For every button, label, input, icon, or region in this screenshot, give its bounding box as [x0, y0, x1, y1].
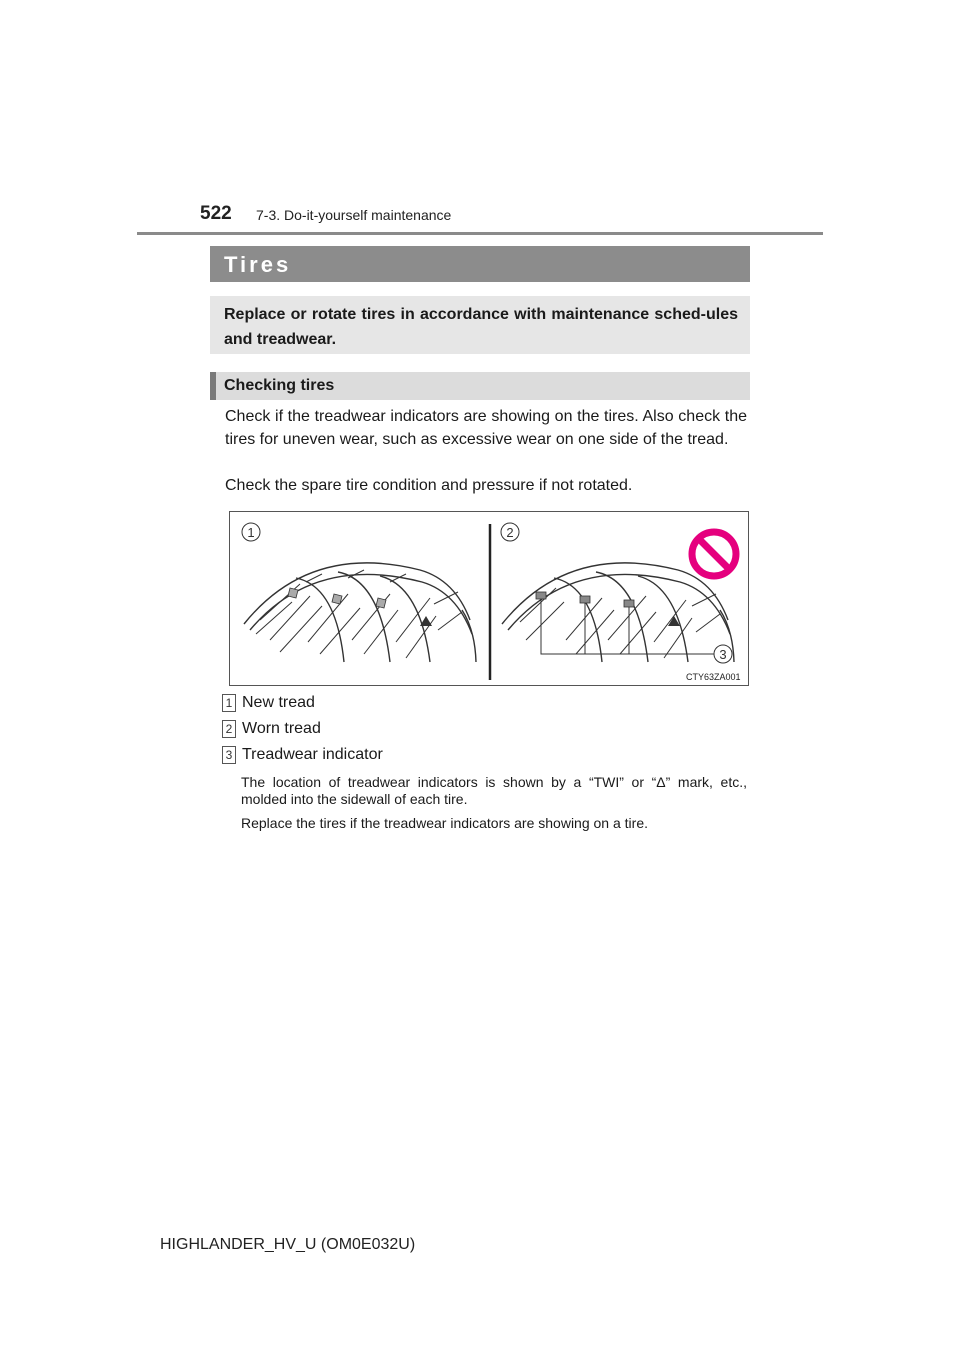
legend-number: 3 [222, 746, 236, 764]
body-paragraph-2: Check the spare tire condition and pressure if not rotated. [225, 477, 633, 494]
note-paragraph-1: The location of treadwear indicators is shown by a “TWI” or “Δ” mark, etc., molded into the sidewall of each tire. [241, 774, 747, 807]
callout-3-label: 3 [719, 647, 727, 662]
legend-label: Worn tread [242, 720, 321, 737]
intro-box [210, 296, 750, 354]
legend-number: 1 [222, 694, 236, 712]
tire-tread-illustration [229, 511, 749, 686]
prohibition-icon [692, 532, 736, 576]
section-title-band [210, 246, 750, 282]
section-breadcrumb: 7-3. Do-it-yourself maintenance [256, 207, 452, 223]
callout-3 [714, 645, 732, 663]
tire-tread-drawing [230, 512, 748, 685]
subsection-marker [210, 372, 216, 400]
section-title: Tires [224, 252, 292, 277]
legend-number: 2 [222, 720, 236, 738]
note-paragraph-2: Replace the tires if the treadwear indicators are showing on a tire. [241, 815, 648, 831]
new-tread-tire [244, 563, 476, 662]
subsection-header [210, 372, 750, 400]
legend-label: New tread [242, 694, 315, 711]
callout-2 [501, 523, 519, 541]
intro-text: Replace or rotate tires in accordance with maintenance sched-ules and treadwear. [224, 306, 738, 348]
body-paragraph-1: Check if the treadwear indicators are showing on the tires. Also check the tires for uneven wear, such as excessive wear on one side of the tread. [225, 408, 747, 448]
header-divider [137, 232, 823, 235]
figure-code: CTY63ZA001 [686, 672, 741, 682]
callout-1-label: 1 [247, 525, 255, 540]
subsection-title: Checking tires [224, 377, 335, 394]
page-number: 522 [200, 203, 232, 224]
footer-model-code: HIGHLANDER_HV_U (OM0E032U) [160, 1236, 416, 1253]
callout-1 [242, 523, 260, 541]
legend-label: Treadwear indicator [242, 746, 383, 763]
worn-tread-tire [502, 563, 734, 662]
callout-2-label: 2 [506, 525, 514, 540]
